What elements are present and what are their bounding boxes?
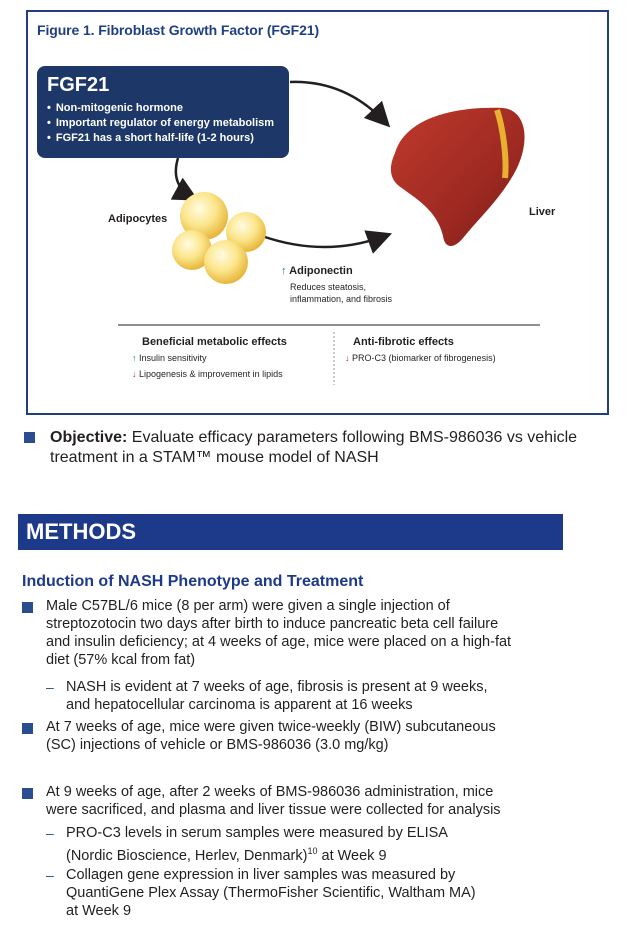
fgf21-bullet: • Non-mitogenic hormone — [47, 101, 279, 116]
bullet-3 — [46, 783, 606, 819]
bullet-1 — [46, 597, 606, 669]
liver-illustration — [385, 98, 530, 258]
beneficial-title: Beneficial metabolic effects — [142, 336, 287, 348]
beneficial-effects — [132, 336, 287, 380]
adiponectin-desc-1: Reduces steatosis, — [290, 282, 367, 292]
sub-bullet-1 — [66, 678, 606, 714]
liver-label: Liver — [529, 206, 556, 218]
sub-bullet-2-line — [66, 842, 606, 865]
sub-bullet-2 — [66, 824, 606, 865]
fgf21-bullet: • Important regulator of energy metabolism — [47, 116, 279, 131]
sub-bullet-3 — [66, 866, 606, 920]
adipocytes-label: Adipocytes — [108, 213, 168, 225]
sub-bullet-3-line: at Week 9 — [66, 903, 132, 919]
down-arrow-icon: ↓ — [132, 369, 137, 379]
antifibrotic-title: Anti-fibrotic effects — [353, 336, 454, 348]
citation-tail: at Week 9 — [317, 847, 387, 864]
adiponectin-block — [281, 265, 392, 305]
arrow-fgf-to-liver — [290, 82, 385, 122]
square-bullet-icon — [22, 788, 33, 799]
beneficial-item-1: Insulin sensitivity — [139, 353, 207, 363]
bullet-1-line: Male C57BL/6 mice (8 per arm) were given a single injection of — [46, 598, 450, 614]
methods-header: METHODS — [18, 514, 563, 550]
adiponectin-desc-2: inflammation, and fibrosis — [290, 294, 393, 304]
sub-bullet-3-line: Collagen gene expression in liver samples was measured by — [66, 867, 456, 883]
fgf21-bullets — [47, 101, 279, 146]
citation-text: (Nordic Bioscience, Herlev, Denmark) — [66, 847, 308, 864]
sub-bullet-3-line: QuantiGene Plex Assay (ThermoFisher Scientific, Waltham MA) — [66, 885, 476, 901]
sub-bullet-1-line: NASH is evident at 7 weeks of age, fibrosis is present at 9 weeks, — [66, 679, 488, 695]
up-arrow-icon: ↑ — [281, 265, 287, 277]
fgf21-bullet: • FGF21 has a short half-life (1-2 hours) — [47, 131, 279, 146]
up-arrow-icon: ↑ — [132, 353, 137, 363]
arrow-adipocytes-to-liver — [262, 236, 385, 247]
figure-title: Figure 1. Fibroblast Growth Factor (FGF21) — [37, 22, 320, 38]
antifibrotic-effects — [345, 336, 496, 364]
objective-label: Objective: — [50, 429, 128, 446]
bullet-1-line: streptozotocin two days after birth to induce pancreatic beta cell failure — [46, 616, 499, 632]
sub-bullet-1-line: and hepatocellular carcinoma is apparent at 16 weeks — [66, 697, 413, 713]
square-bullet-icon — [24, 432, 35, 443]
dash-icon: – — [46, 867, 54, 883]
down-arrow-icon: ↓ — [345, 353, 350, 363]
dash-icon: – — [46, 825, 54, 841]
bullet-2-line: At 7 weeks of age, mice were given twice-weekly (BIW) subcutaneous — [46, 719, 496, 735]
antifibrotic-item-1: PRO-C3 (biomarker of fibrogenesis) — [352, 353, 496, 363]
bullet-1-line: diet (57% kcal from fat) — [46, 652, 196, 668]
bullet-2 — [46, 718, 606, 754]
bullet-3-line: At 9 weeks of age, after 2 weeks of BMS-986036 administration, mice — [46, 784, 494, 800]
adiponectin-label: Adiponectin — [289, 265, 353, 277]
bullet-3-line: were sacrificed, and plasma and liver tissue were collected for analysis — [46, 802, 501, 818]
bullet-2-line: (SC) injections of vehicle or BMS-986036 (3.0 mg/kg) — [46, 737, 389, 753]
adipocytes-illustration — [170, 188, 275, 288]
citation-ref: 10 — [307, 846, 318, 856]
beneficial-item-2: Lipogenesis & improvement in lipids — [139, 369, 283, 379]
objective-text — [50, 428, 610, 468]
sub-bullet-2-line: PRO-C3 levels in serum samples were measured by ELISA — [66, 825, 448, 841]
fgf21-box — [37, 66, 289, 158]
section-title: Induction of NASH Phenotype and Treatment — [22, 573, 364, 590]
dash-icon: – — [46, 679, 54, 695]
bullet-1-line: and insulin deficiency; at 4 weeks of age, mice were placed on a high-fat — [46, 634, 512, 650]
square-bullet-icon — [22, 602, 33, 613]
objective-body: Evaluate efficacy parameters following BMS-986036 vs vehicle treatment in a STAM™ mouse model of NASH — [50, 429, 578, 466]
square-bullet-icon — [22, 723, 33, 734]
fgf21-title: FGF21 — [47, 74, 110, 96]
